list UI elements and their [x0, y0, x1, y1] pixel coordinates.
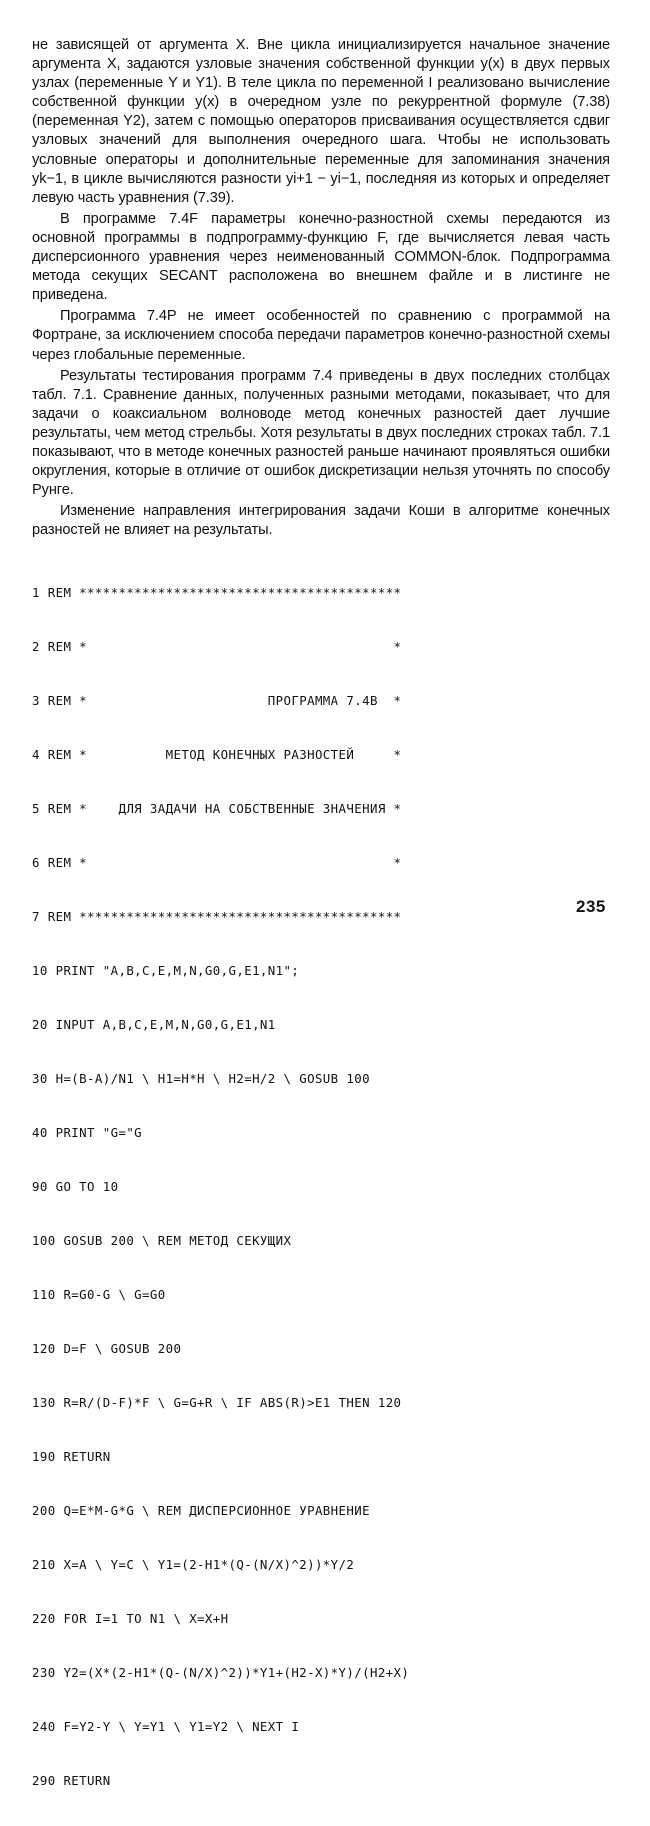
listing-line: 290 RETURN — [32, 1773, 111, 1788]
listing-line: 4 REM * МЕТОД КОНЕЧНЫХ РАЗНОСТЕЙ * — [32, 747, 402, 762]
listing-line: 100 GOSUB 200 \ REM МЕТОД СЕКУЩИХ — [32, 1233, 292, 1248]
listing-line: 7 REM ***************************************** — [32, 909, 402, 924]
paragraph-3: Программа 7.4P не имеет особенностей по сравнению с программой на Фортране, за исключением способа передачи параметров конечно-разностной схемы через глобальные переменные. — [32, 308, 610, 363]
listing-line: 120 D=F \ GOSUB 200 — [32, 1341, 182, 1356]
listing-line: 5 REM * ДЛЯ ЗАДАЧИ НА СОБСТВЕННЫЕ ЗНАЧЕНИЯ * — [32, 801, 402, 816]
listing-line: 6 REM * * — [32, 855, 402, 870]
listing-line: 230 Y2=(X*(2-H1*(Q-(N/X)^2))*Y1+(H2-X)*Y)/(H2+X) — [32, 1665, 410, 1680]
paragraph-1: не зависящей от аргумента X. Вне цикла инициализируется начальное значение аргумента X, задаются узловые значения собственной функции y(x) в двух первых узлах (переменные Y и Y1). В теле цикла по переменной I реализовано вычисление собственной функции y(x) в очередном узле по рекуррентной формуле (7.38) (переменная Y2), затем с помощью операторов присваивания осуществляется сдвиг узловых значений для выполнения очередного шага. Чтобы не использовать условные операторы и дополнительные переменные для запоминания значения yk−1, в цикле вычисляются разности yi+1 − yi−1, последняя из которых и определяет левую часть уравнения (7.39). — [32, 37, 610, 206]
listing-line: 240 F=Y2-Y \ Y=Y1 \ Y1=Y2 \ NEXT I — [32, 1719, 300, 1734]
listing-line: 1 REM ***************************************** — [32, 585, 402, 600]
listing-line: 200 Q=E*M-G*G \ REM ДИСПЕРСИОННОЕ УРАВНЕНИЕ — [32, 1503, 370, 1518]
listing-line: 3 REM * ПРОГРАММА 7.4B * — [32, 693, 402, 708]
listing-line: 2 REM * * — [32, 639, 402, 654]
paragraph-4: Результаты тестирования программ 7.4 приведены в двух последних столбцах табл. 7.1. Сравнение данных, полученных разными методами, показывает, что для задачи о коаксиальном волноводе метод конечных разностей дает лучшие результаты, чем метод стрельбы. Хотя результаты в двух последних строках табл. 7.1 показывают, что в методе конечных разностей раньше начинают проявляться ошибки округления, которые в отличие от ошибок дискретизации нельзя уточнять по способу Рунге. — [32, 367, 610, 499]
listing-line: 110 R=G0-G \ G=G0 — [32, 1287, 166, 1302]
listing-line: 10 PRINT "A,B,C,E,M,N,G0,G,E1,N1"; — [32, 963, 300, 978]
listing-line: 210 X=A \ Y=C \ Y1=(2-H1*(Q-(N/X)^2))*Y/2 — [32, 1557, 355, 1572]
listing-line: 190 RETURN — [32, 1449, 111, 1464]
paragraph-5: Изменение направления интегрирования задачи Коши в алгоритме конечных разностей не влияет на результаты. — [32, 503, 610, 539]
listing-line: 90 GO TO 10 — [32, 1179, 119, 1194]
listing-line: 30 H=(B-A)/N1 \ H1=H*H \ H2=H/2 \ GOSUB 100 — [32, 1071, 370, 1086]
listing-line: 130 R=R/(D-F)*F \ G=G+R \ IF ABS(R)>E1 THEN 120 — [32, 1395, 402, 1410]
listing-line: 220 FOR I=1 TO N1 \ X=X+H — [32, 1611, 229, 1626]
page-number: 235 — [576, 897, 606, 916]
body-text — [32, 36, 610, 540]
listing-line: 40 PRINT "G="G — [32, 1125, 143, 1140]
paragraph-2: В программе 7.4F параметры конечно-разностной схемы передаются из основной программы в подпрограмму-функцию F, где вычисляется левая часть дисперсионного уравнения через неименованный COMMON-блок. Подпрограмма метода секущих SECANT расположена во внешнем файле и в листинге не приведена. — [32, 210, 610, 304]
listing-line: 20 INPUT A,B,C,E,M,N,G0,G,E1,N1 — [32, 1017, 276, 1032]
program-listing — [32, 548, 632, 1826]
